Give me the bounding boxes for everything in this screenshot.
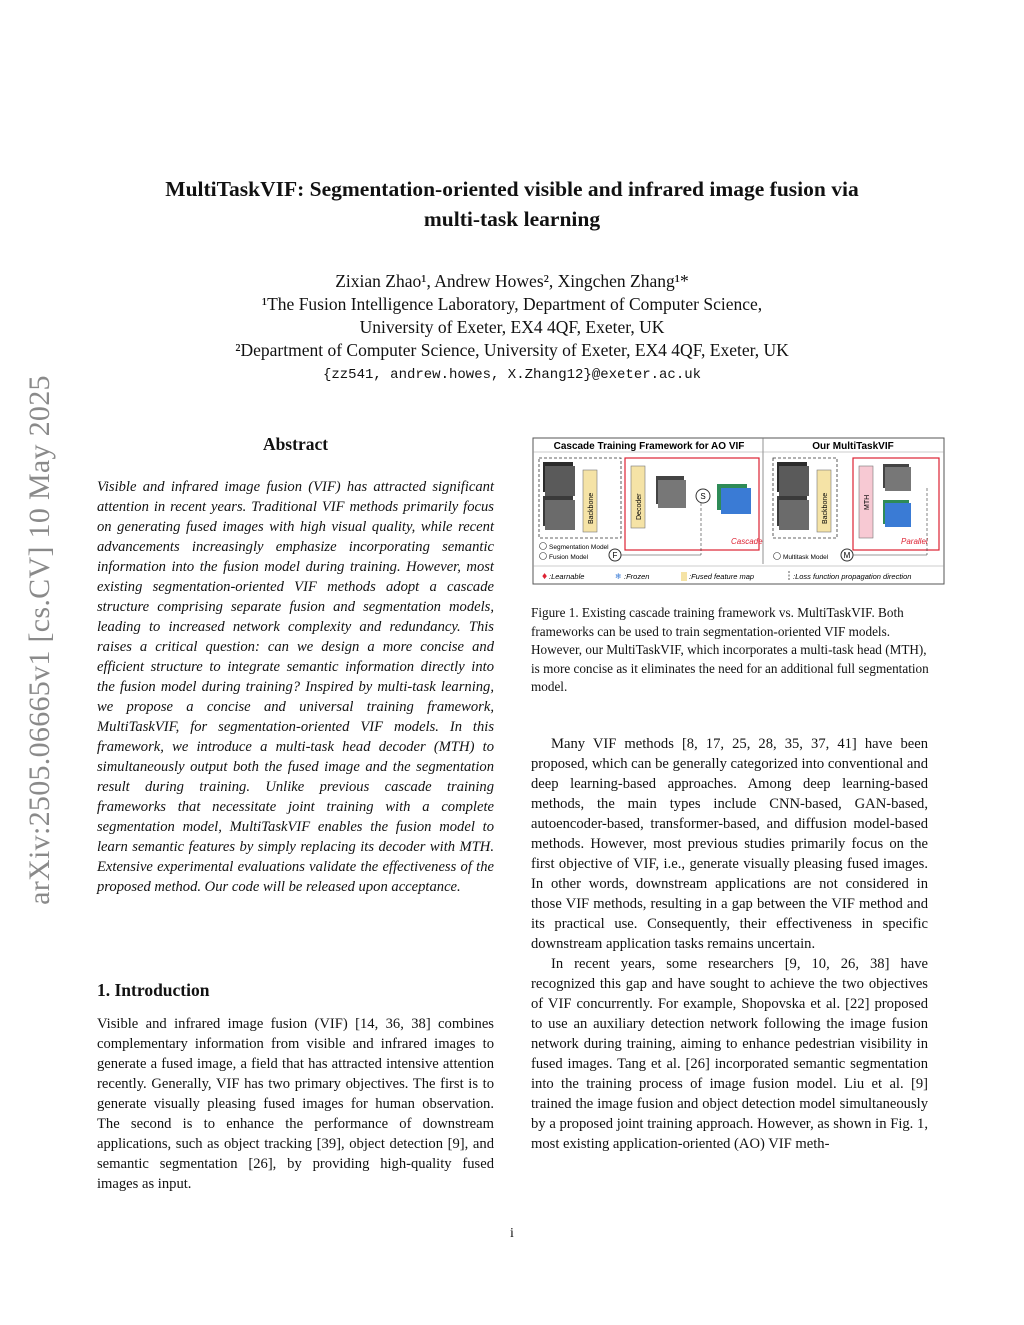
page-number: i (510, 1226, 514, 1241)
svg-text:Decoder: Decoder (636, 493, 643, 520)
figure-caption: Figure 1. Existing cascade training framework vs. MultiTaskVIF. Both frameworks can be used to train segmentation-oriented VIF models. However, our MultiTaskVIF, which incorporates a multi-task head (MTH), is more concise as it eliminates the need for an additional full segmentation model. (531, 605, 929, 694)
paragraph-recent-years: In recent years, some researchers [9, 10, 26, 38] have recognized this gap and have sought to achieve the two objectives of VIF concurrently. For example, Shopovska et al. [22] proposed to use an auxiliary detection network following the image fusion network during training, aiming to enhance pedestrian visibility in fused images. Tang et al. [26] incorporated semantic segmentation into the training process of image fusion model. Liu et al. [9] trained the image fusion and object detection model simultaneously by a proposed joint training approach. However, as shown in Fig. 1, most existing application-oriented (AO) VIF meth- (531, 956, 928, 1152)
svg-text::Loss function propagation dir: :Loss function propagation direction (793, 572, 912, 581)
svg-text::Frozen: :Frozen (624, 572, 650, 581)
paper-title: MultiTaskVIF: Segmentation-oriented visible and infrared image fusion via multi-task learning (165, 177, 859, 231)
svg-text:Multitask Model: Multitask Model (783, 554, 829, 561)
svg-text:MTH: MTH (864, 494, 871, 510)
fig-left-title: Cascade Training Framework for AO VIF (553, 441, 745, 452)
svg-text:❄: ❄ (615, 572, 622, 581)
intro-heading: 1. Introduction (97, 980, 210, 1000)
author-emails: {zz541, andrew.howes, X.Zhang12}@exeter.ac.uk (322, 367, 702, 383)
affiliation-1a: ¹The Fusion Intelligence Laboratory, Department of Computer Science, (261, 294, 763, 314)
svg-text::Learnable: :Learnable (549, 572, 585, 581)
arxiv-sidebar (18, 340, 62, 940)
intro-text: Visible and infrared image fusion (VIF) [14, 36, 38] combines complementary information from visible and infrared images to generate a fused image, a field that has attracted intensive attention recently. Generally, VIF has two primary objectives. The first is to generate visually pleasing fused images for human observation. The second is to enhance the performance of downstream applications, such as object tracking [39], object detection [9], and semantic segmentation [26], by providing high-quality fused images as input. (97, 1016, 494, 1192)
abstract-heading: Abstract (262, 434, 329, 454)
affiliation-1b: University of Exeter, EX4 4QF, Exeter, UK (359, 317, 665, 337)
figure-1 (531, 436, 946, 586)
svg-text:♦: ♦ (541, 572, 549, 581)
abstract-text: Visible and infrared image fusion (VIF) has attracted significant attention in recent years. Traditional VIF methods primarily focus on generating fused images with high visual quality, while recent advancements increasingly emphasize incorporating semantic information into the fusion model during training. However, most existing segmentation-oriented VIF methods adopt a cascade structure comprising separate fusion and segmentation models, leading to increased network complexity and redundancy. This raises a critical question: can we design a more concise and efficient structure to integrate semantic information directly into the fusion model during training? Inspired by multi-task learning, we propose a concise and universal training framework, MultiTaskVIF, for segmentation-oriented VIF models. In this framework, we introduce a multi-task head decoder (MTH) to simultaneously output both the fused image and the segmentation result during training. Unlike previous cascade training frameworks that necessitate joint training with a complete segmentation model, MultiTaskVIF enables the fusion model to learn semantic features by simply replacing its decoder with MTH. Extensive experimental evaluations validate the effectiveness of the proposed method. Our code will be released upon acceptance. (97, 479, 494, 895)
affiliation-2: ²Department of Computer Science, University of Exeter, EX4 4QF, Exeter, UK (235, 340, 789, 360)
author-block (96, 270, 928, 387)
right-column-text (531, 734, 928, 1154)
svg-text:Parallel: Parallel (901, 537, 928, 546)
svg-text:Backbone: Backbone (588, 492, 595, 524)
paragraph-vif-methods: Many VIF methods [8, 17, 25, 28, 35, 37, 41] have been proposed, which can be generally categorized into conventional and deep learning-based approaches. Among deep learning-based methods, the main types include CNN-based, GAN-based, autoencoder-based, transformer-based, and diffusion model-based methods. However, most previous studies primarily focus on the first objective of VIF, i.e., generate visually pleasing fused images. In other words, downstream applications are not considered in those VIF methods, resulting in a gap between the VIF method and its practical use. Consequently, their effectiveness in specific downstream application tasks remains uncertain. (531, 736, 928, 952)
svg-text:F: F (612, 551, 618, 560)
svg-text:Segmentation Model: Segmentation Model (549, 544, 609, 551)
svg-text:Fusion Model: Fusion Model (549, 554, 589, 561)
svg-text:S: S (700, 492, 706, 501)
svg-text:M: M (843, 551, 851, 560)
arxiv-id: arXiv:2505.06665v1 [cs.CV] 10 May 2025 (23, 375, 56, 905)
author-names: Zixian Zhao¹, Andrew Howes², Xingchen Zhang¹* (335, 271, 689, 291)
svg-text:Cascade: Cascade (731, 537, 763, 546)
fig-right-title: Our MultiTaskVIF (812, 441, 894, 452)
svg-text::Fused feature map: :Fused feature map (689, 572, 755, 581)
svg-text:Backbone: Backbone (822, 492, 829, 524)
